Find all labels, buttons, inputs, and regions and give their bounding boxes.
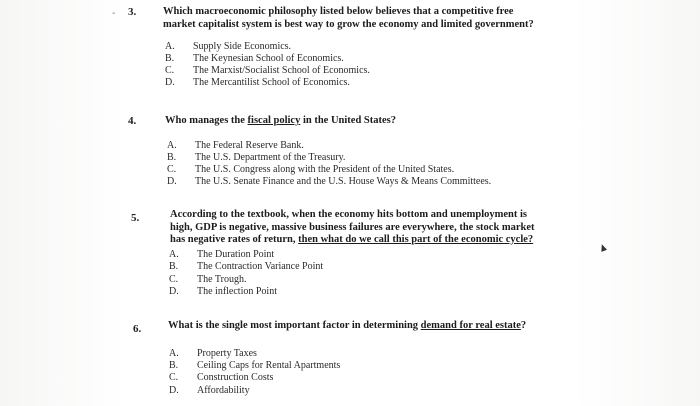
mouse-pointer-icon [599,243,607,252]
question-text-underlined: fiscal policy [247,115,301,126]
option-text: Property Taxes [197,348,257,359]
option-text: The Contraction Variance Point [197,261,324,272]
top-mark: - [112,8,116,19]
option-letter: D. [165,77,175,88]
option-text: The U.S. Department of the Treasury. [195,152,346,163]
option-letter: C. [167,164,177,175]
option-a[interactable] [167,140,304,152]
option-text: The Marxist/Socialist School of Economics. [193,65,370,76]
option-text: The U.S. Senate Finance and the U.S. House Ways & Means Committees. [195,176,492,187]
option-letter: D. [169,385,179,396]
option-c[interactable] [169,372,273,384]
option-letter: D. [167,176,177,187]
option-b[interactable] [169,261,323,273]
question-text-underlined: then what do we call this part of the economic cycle? [298,234,534,245]
question-number: 6. [133,323,142,335]
option-letter: C. [169,372,179,383]
option-text: The inflection Point [197,286,277,297]
question-line: market capitalist system is best way to grow the economy and limited government? [163,18,534,30]
question-number: 5. [131,212,140,224]
option-a[interactable] [169,249,274,261]
option-letter: B. [169,261,179,272]
question-text-post: in the United States? [300,115,397,126]
option-letter: B. [165,53,175,64]
question-text [163,6,534,31]
option-c[interactable] [165,65,370,77]
option-letter: B. [169,360,179,371]
option-text: The U.S. Congress along with the President of the United States. [195,164,455,175]
option-text: Affordability [197,385,250,396]
option-text: Ceiling Caps for Rental Apartments [197,360,341,371]
option-letter: C. [169,274,179,285]
option-d[interactable] [167,176,491,188]
question-text-post: ? [520,320,527,331]
option-d[interactable] [169,385,250,397]
question-text [170,209,535,247]
question-line: According to the textbook, when the economy hits bottom and unemployment is [170,209,527,220]
option-letter: A. [165,41,175,52]
option-d[interactable] [165,77,350,89]
question-number: 4. [128,115,137,127]
option-d[interactable] [169,286,277,298]
option-b[interactable] [169,360,340,372]
option-text: The Duration Point [197,249,275,260]
option-letter: A. [169,348,179,359]
question-text [168,320,526,333]
question-text [165,115,396,128]
option-c[interactable] [167,164,454,176]
option-letter: A. [167,140,177,151]
option-b[interactable] [165,53,344,65]
option-c[interactable] [169,274,246,286]
option-text: The Trough. [197,274,247,285]
question-text-pre: Who manages the [165,115,248,126]
question-line [170,234,535,247]
option-letter: D. [169,286,179,297]
option-letter: B. [167,152,177,163]
question-text-pre: What is the single most important factor in determining [168,320,421,331]
option-text: Construction Costs [197,372,274,383]
option-a[interactable] [165,41,291,53]
question-text-underlined: demand for real estate [420,320,521,331]
option-a[interactable] [169,348,257,360]
option-text: The Keynesian School of Economics. [193,53,344,64]
question-line: high, GDP is negative, massive business failures are everywhere, the stock market [170,221,535,233]
option-text: The Federal Reserve Bank. [195,140,304,151]
question-line: Which macroeconomic philosophy listed below believes that a competitive free [163,6,514,17]
question-text-pre: has negative rates of return, [170,234,299,245]
option-letter: C. [165,65,175,76]
option-text: Supply Side Economics. [193,41,292,52]
option-letter: A. [169,249,179,260]
question-number: 3. [128,6,137,18]
option-text: The Mercantilist School of Economics. [193,77,350,88]
option-b[interactable] [167,152,345,164]
